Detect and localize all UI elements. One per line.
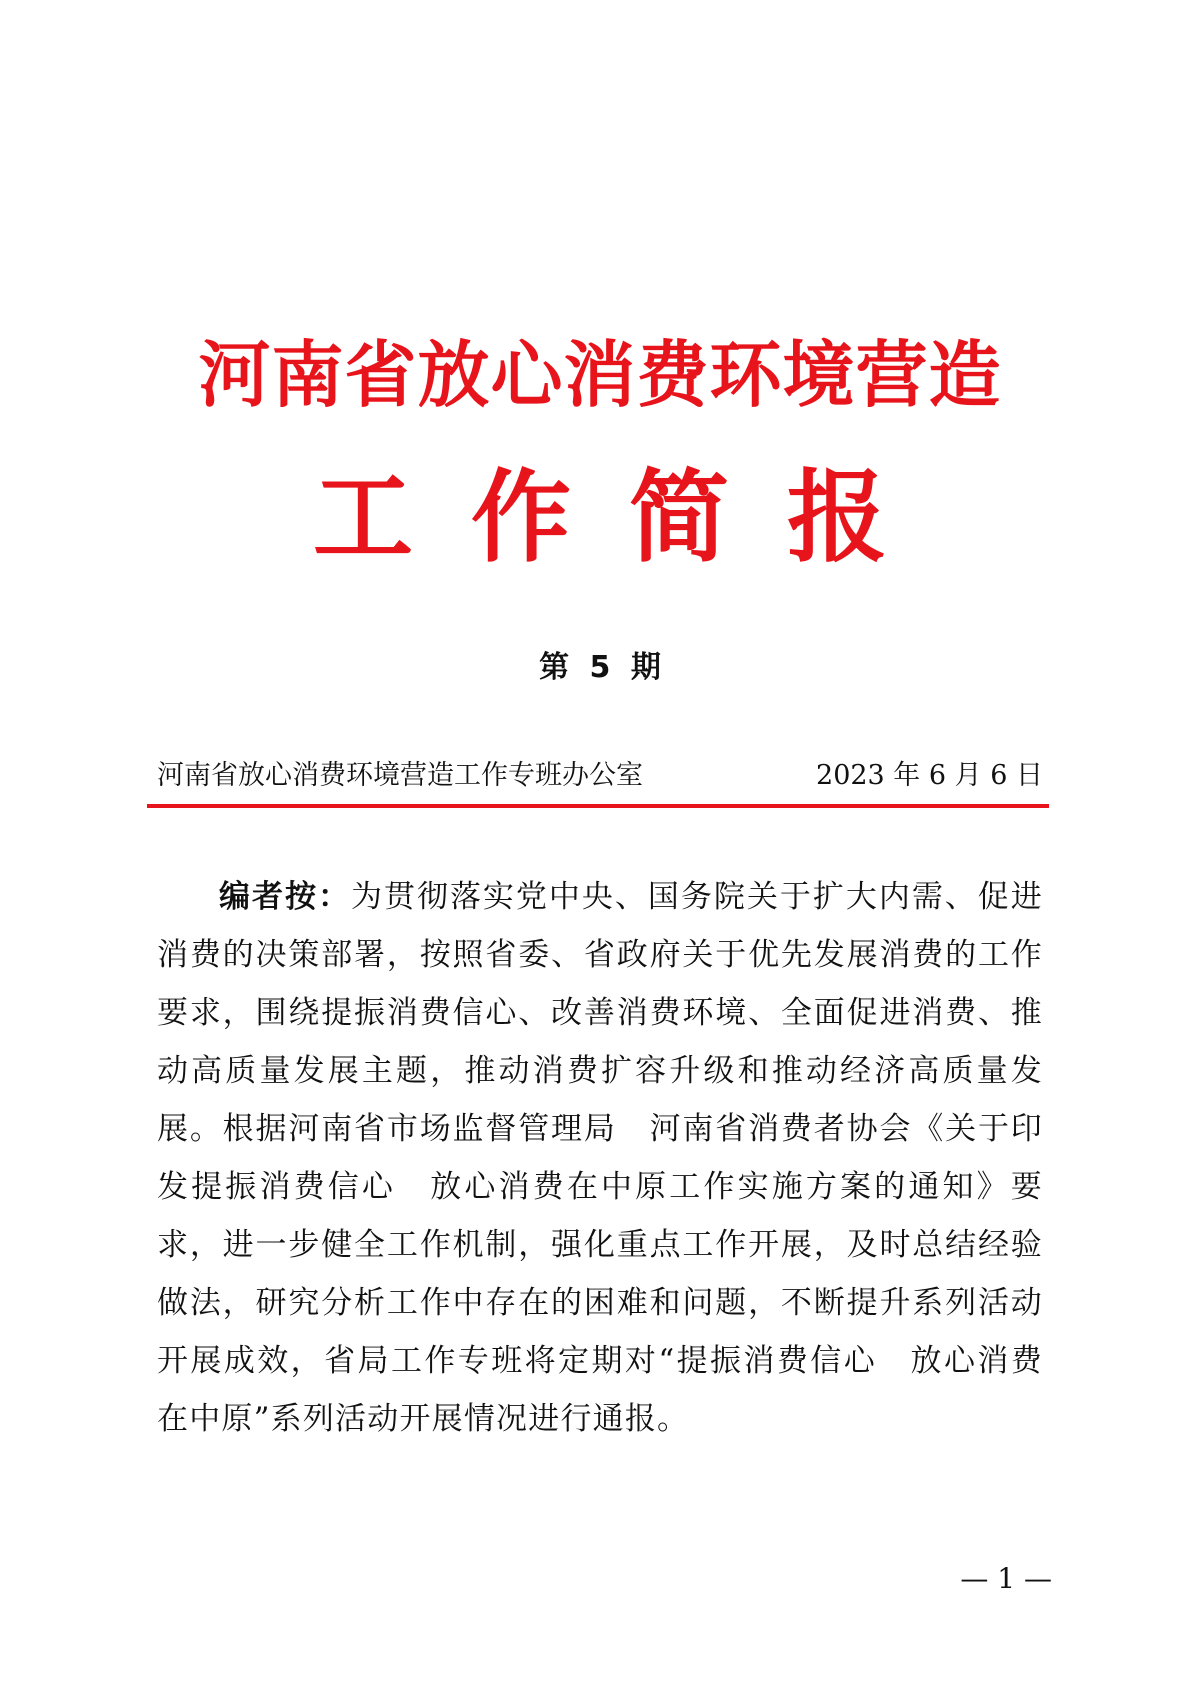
page-number: — 1 — <box>960 1562 1052 1595</box>
editor-note-paragraph <box>157 868 1043 1448</box>
issue-number: 第 5 期 <box>539 650 661 685</box>
red-divider-line <box>147 804 1049 808</box>
issuer-row <box>157 756 1043 796</box>
bulletin-title-line2: 工作简报 <box>313 459 945 576</box>
editor-note-text: 为贯彻落实党中央、国务院关于扩大内需、促进消费的决策部署，按照省委、省政府关于优先发展消费的工作要求，围绕提振消费信心、改善消费环境、全面促进消费、推动高质量发展主题，推动消费扩容升级和推动经济高质量发展。根据河南省市场监督管理局 河南省消费者协会《关于印发提振消费信心 放心消费在中原工作实施方案的通知》要求，进一步健全工作机制，强化重点工作开展，及时总结经验做法，研究分析工作中存在的困难和问题，不断提升系列活动开展成效，省局工作专班将定期对“提振消费信心 放心消费在中原”系列活动开展情况进行通报。 <box>157 879 1043 1437</box>
issue-date: 2023 年 6 月 6 日 <box>816 760 1043 791</box>
bulletin-title-line1: 河南省放心消费环境营造 <box>198 333 1002 417</box>
editor-note-label: 编者按： <box>219 879 351 915</box>
issuer-name: 河南省放心消费环境营造工作专班办公室 <box>157 760 643 791</box>
